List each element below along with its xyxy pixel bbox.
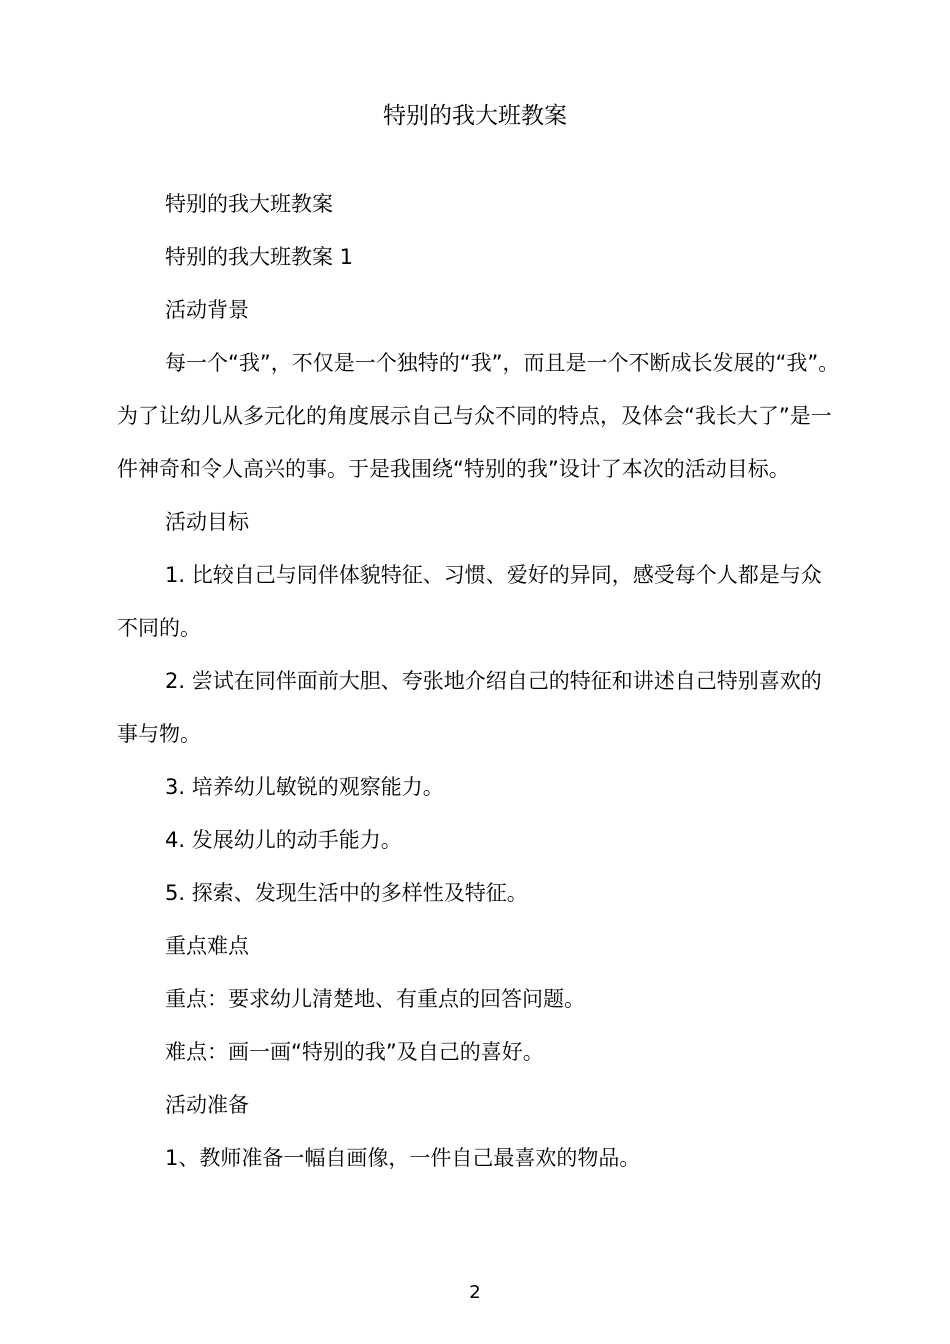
- difficulty-text: 难点：画一画“特别的我”及自己的喜好。: [165, 1040, 544, 1064]
- goal-item-5: 5. 探索、发现生活中的多样性及特征。: [165, 881, 528, 905]
- goal-item-2: 2. 尝试在同伴面前大胆、夸张地介绍自己的特征和讲述自己特别喜欢的事与物。: [117, 669, 822, 746]
- heading-activity-preparation: 活动准备: [165, 1093, 249, 1117]
- goal-item-4: 4. 发展幼儿的动手能力。: [165, 828, 402, 852]
- preparation-item-1: 1、教师准备一幅自画像，一件自己最喜欢的物品。: [165, 1146, 641, 1170]
- document-title: 特别的我大班教案: [383, 103, 567, 129]
- key-point-text: 重点：要求幼儿清楚地、有重点的回答问题。: [165, 987, 585, 1011]
- heading-activity-goals: 活动目标: [165, 510, 249, 534]
- paragraph-subtitle: 特别的我大班教案: [165, 192, 333, 216]
- page-number: 2: [469, 1282, 481, 1303]
- paragraph-background-text: 每一个“我”，不仅是一个独特的“我”，而且是一个不断成长发展的“我”。为了让幼儿从多元化的角度展示自己与众不同的特点，及体会“我长大了”是一件神奇和令人高兴的事。于是我围绕“特别的我”设计了本次的活动目标。: [117, 351, 840, 481]
- document-body: [117, 178, 842, 1185]
- paragraph-section-title: 特别的我大班教案 1: [165, 245, 354, 269]
- heading-key-difficulties: 重点难点: [165, 934, 249, 958]
- goal-item-3: 3. 培养幼儿敏锐的观察能力。: [165, 775, 444, 799]
- goal-item-1: 1. 比较自己与同伴体貌特征、习惯、爱好的异同，感受每个人都是与众不同的。: [117, 563, 822, 640]
- heading-activity-background: 活动背景: [165, 298, 249, 322]
